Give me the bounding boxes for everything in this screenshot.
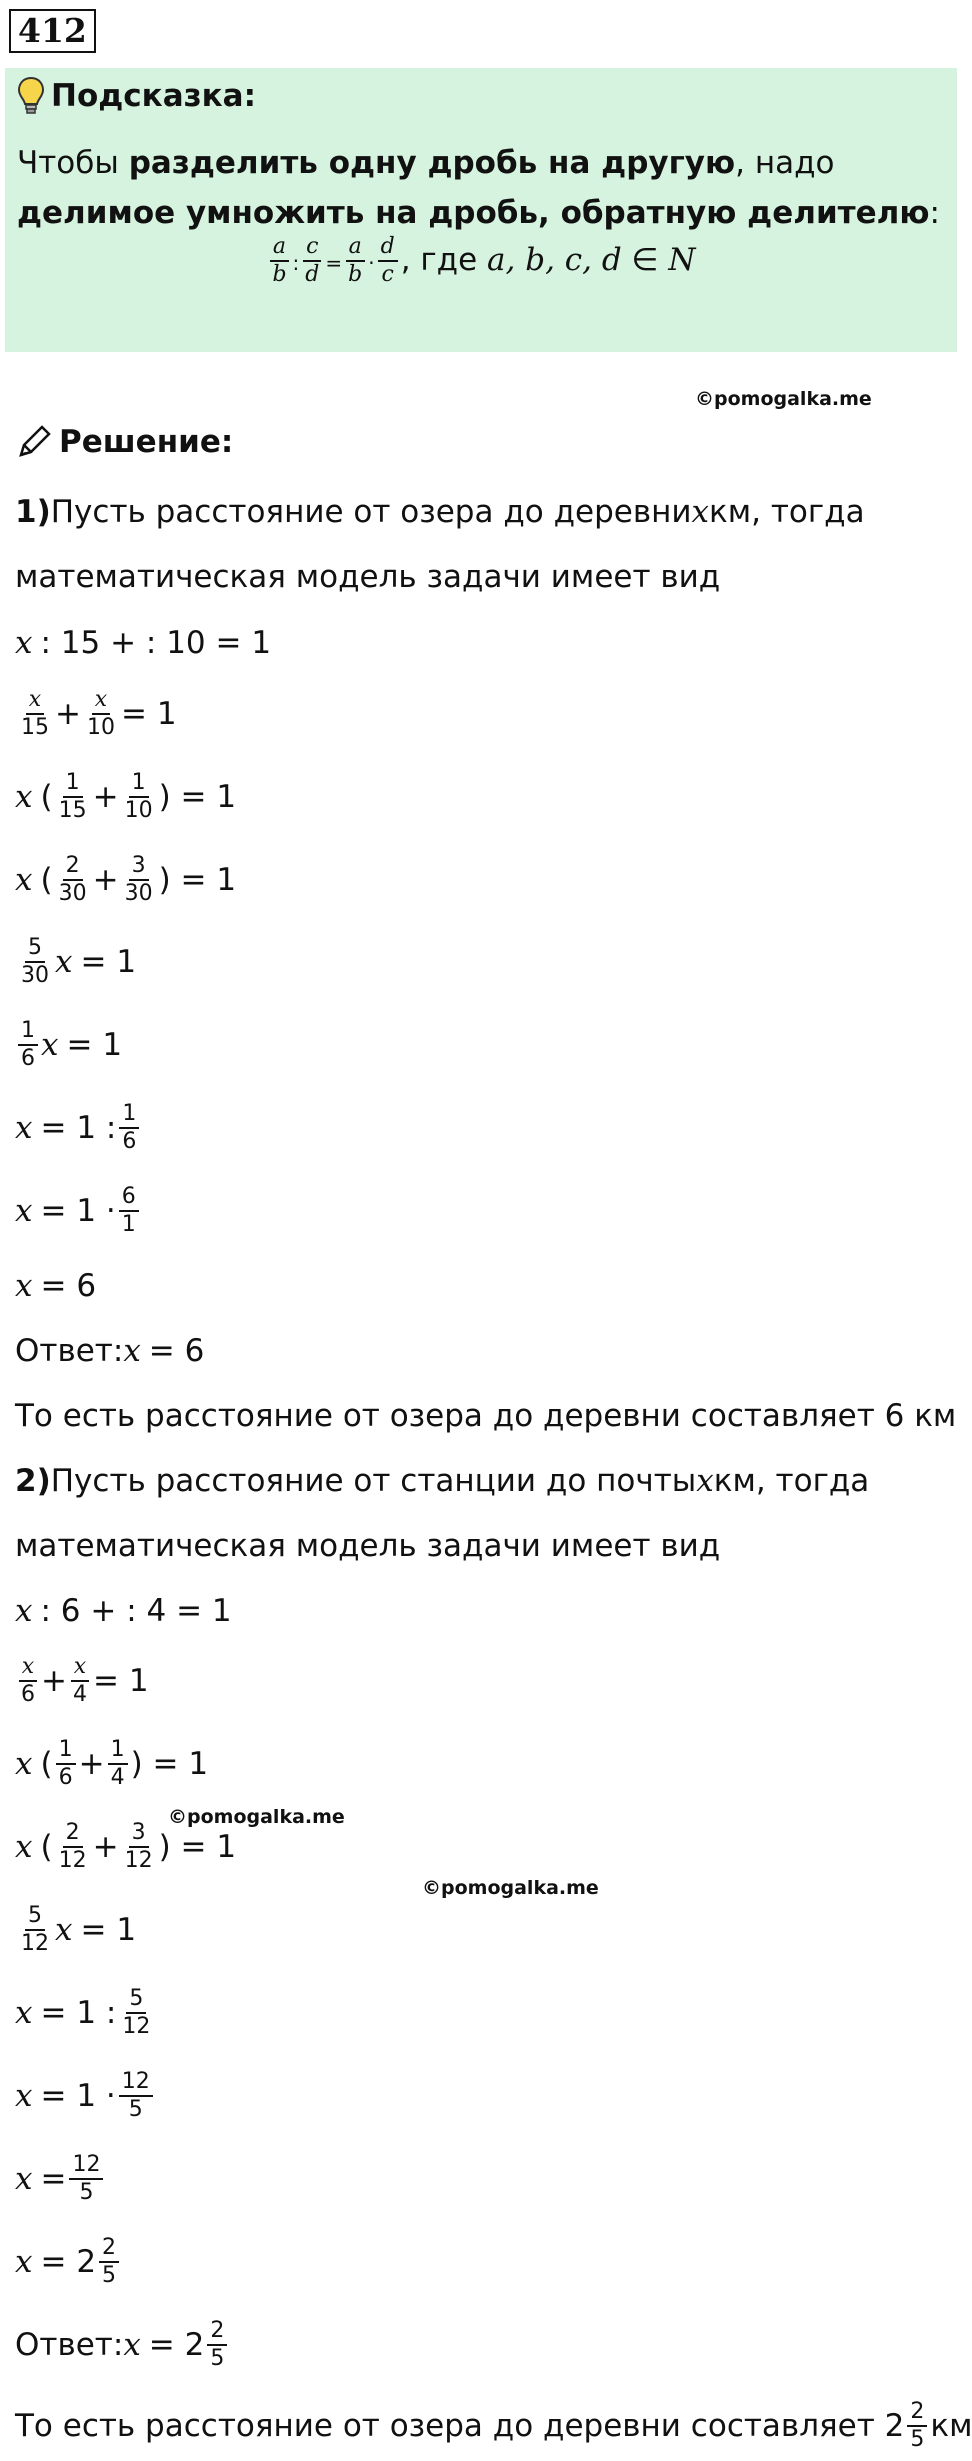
p2-eq2: $\frac{x}{6}$ + $\frac{x}{4}$ = 1 xyxy=(15,1651,149,1711)
p2-eq8: x = $\frac{12}{5}$ xyxy=(15,2149,106,2209)
p2-result: x = 2 $\frac{2}{5}$ xyxy=(15,2232,122,2292)
p1-eq7: x = 1 : $\frac{1}{6}$ xyxy=(15,1098,142,1158)
solution-header xyxy=(15,418,233,466)
p1-eq8: x = 1 · $\frac{6}{1}$ xyxy=(15,1181,142,1241)
p2-eq3: x ( $\frac{1}{6}$ + $\frac{1}{4}$ ) = 1 xyxy=(15,1736,209,1790)
hint-title: Подсказка: xyxy=(51,78,256,114)
p1-eq1: x : 15 + : 10 = 1 xyxy=(15,625,272,661)
pencil-icon xyxy=(15,423,53,461)
p1-result: x = 6 xyxy=(15,1268,97,1304)
p2-answer: Ответ: x = 2 $\frac{2}{5}$ xyxy=(15,2315,230,2375)
p1-eq5: $\frac{5}{30}$ x = 1 xyxy=(21,934,137,988)
p1-eq4: x ( $\frac{2}{30}$ + $\frac{3}{30}$ ) = 1 xyxy=(15,852,237,906)
p2-eq1: x : 6 + : 4 = 1 xyxy=(15,1593,232,1629)
p2-eq4: x ( $\frac{2}{12}$ + $\frac{3}{12}$ ) = 1 xyxy=(15,1819,237,1873)
p2-eq5: $\frac{5}{12}$ x = 1 xyxy=(21,1902,137,1956)
hint-box xyxy=(5,68,957,352)
p2-conclusion: То есть расстояние от озера до деревни составляет 2 $\frac{2}{5}$ км xyxy=(15,2398,972,2452)
part2-intro-2: математическая модель задачи имеет вид xyxy=(15,1528,721,1564)
hint-header xyxy=(17,74,256,118)
p1-eq2: $\frac{x}{15}$ + $\frac{x}{10}$ = 1 xyxy=(21,686,177,740)
p1-eq3: x ( $\frac{1}{15}$ + $\frac{1}{10}$ ) = 1 xyxy=(15,769,237,823)
watermark: ©pomogalka.me xyxy=(695,388,872,410)
p1-eq6: $\frac{1}{6}$ x = 1 xyxy=(15,1015,122,1075)
hint-text: Чтобы разделить одну дробь на другую, надо делимое умножить на дробь, обратную делителю: xyxy=(17,145,940,231)
p1-answer: Ответ: x = 6 xyxy=(15,1333,205,1369)
p1-conclusion: То есть расстояние от озера до деревни составляет 6 км xyxy=(15,1398,957,1434)
lightbulb-icon xyxy=(17,76,45,116)
watermark: ©pomogalka.me xyxy=(422,1877,599,1899)
part1-intro: 1) Пусть расстояние от озера до деревни x км, тогда xyxy=(15,494,865,530)
part1-intro-2: математическая модель задачи имеет вид xyxy=(15,559,721,595)
p2-eq6: x = 1 : $\frac{5}{12}$ xyxy=(15,1985,151,2039)
watermark: ©pomogalka.me xyxy=(168,1806,345,1828)
solution-title: Решение: xyxy=(59,424,234,460)
hint-formula: $\frac{a}{b}$ : $\frac{c}{d}$ = $\frac{a}{b}$ · $\frac{d}{c}$ , где a, b, c, d ∈ N xyxy=(5,234,957,289)
p2-eq7: x = 1 · $\frac{12}{5}$ xyxy=(15,2066,156,2126)
task-number: 412 xyxy=(9,9,96,53)
part2-intro: 2) Пусть расстояние от станции до почты x км, тогда xyxy=(15,1463,870,1499)
